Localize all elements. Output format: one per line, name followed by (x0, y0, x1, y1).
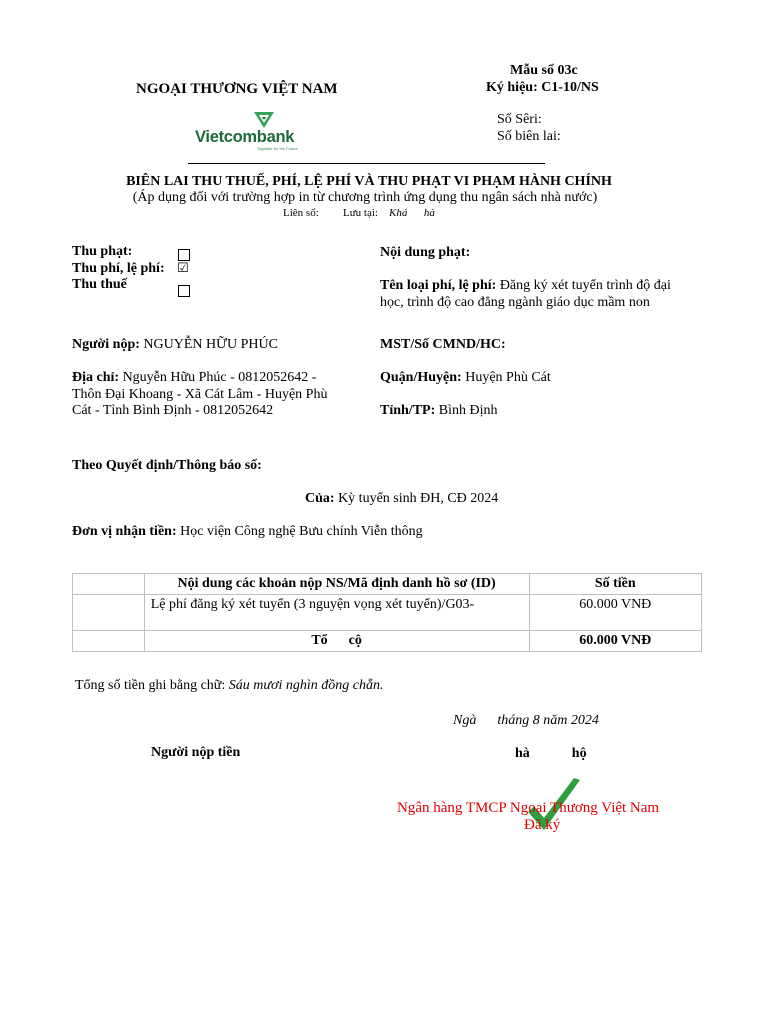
logo-tagline: Together for the Future (257, 146, 298, 151)
serial-label: Số Sêri: (497, 112, 542, 127)
fee-type-name-label: Tên loại phí, lệ phí: (380, 278, 497, 293)
amount-in-words-label: Tổng số tiền ghi bằng chữ: (75, 678, 226, 693)
payer-name-value: NGUYỄN HỮU PHÚC (139, 337, 278, 352)
address-line3: Cát - Tỉnh Bình Định - 0812052642 (72, 403, 274, 418)
bank-name: NGOẠI THƯƠNG VIỆT NAM (136, 81, 338, 97)
bank-signed-name: Ngân hàng TMCP Ngoại Thương Việt Nam (397, 800, 660, 816)
table-row (73, 595, 702, 631)
vietcombank-emblem-icon (252, 110, 276, 130)
header-divider (188, 163, 545, 164)
payer-signature-label: Người nộp tiền (151, 745, 241, 760)
decision-of-value: Kỳ tuyển sinh ĐH, CĐ 2024 (334, 491, 499, 506)
signing-date: Ngà tháng 8 năm 2024 (453, 713, 599, 728)
table-total-blank (73, 631, 145, 652)
tax-checkbox[interactable] (178, 285, 190, 297)
decision-of (305, 491, 498, 507)
collector-signature-label: hà hộ (515, 746, 587, 761)
address-line2: Thôn Đại Khoang - Xã Cát Lâm - Huyện Phù (72, 387, 328, 402)
form-number: Mẫu số 03c (510, 63, 578, 78)
receipt-title: BIÊN LAI THU THUẾ, PHÍ, LỆ PHÍ VÀ THU PHẠT VI PHẠM HÀNH CHÍNH (126, 174, 612, 189)
receiver-value: Học viện Công nghệ Bưu chính Viễn thông (176, 524, 423, 539)
stored-at-value: Khá hà (389, 207, 435, 219)
province-label: Tỉnh/TP: (380, 403, 436, 418)
table-header-blank (73, 574, 145, 595)
address-value-1: Nguyễn Hữu Phúc - 0812052642 - (119, 370, 317, 385)
table-total-row (73, 631, 702, 652)
province (380, 403, 497, 419)
fee-type-line1 (380, 278, 671, 294)
table-header-row (73, 574, 702, 595)
province-value: Bình Định (435, 403, 498, 418)
table-cell-amount: 60.000 VNĐ (529, 595, 701, 631)
receiver-label: Đơn vị nhận tiền: (72, 524, 177, 539)
payer-name-label: Người nộp: (72, 337, 140, 352)
fee-checkbox[interactable]: ☑ (177, 261, 189, 276)
fine-type-label: Thu phạt: (72, 244, 133, 259)
copy-number-label: Liên số: (283, 207, 319, 219)
fee-type-value: Đăng ký xét tuyển trình độ đại (496, 278, 671, 293)
table-cell-blank (73, 595, 145, 631)
table-header-content: Nội dung các khoản nộp NS/Mã định danh hồ sơ (ID) (144, 574, 529, 595)
receipt-subtitle: (Áp dụng đối với trường hợp in từ chương trình ứng dụng thu ngân sách nhà nước) (132, 190, 598, 205)
fee-table (72, 573, 702, 652)
fee-type-label: Thu phí, lệ phí: (72, 261, 165, 276)
address-line1 (72, 370, 316, 386)
amount-in-words (75, 678, 384, 694)
district-label: Quận/Huyện: (380, 370, 462, 385)
tax-type-label: Thu thuế (72, 277, 127, 292)
logo-text: Vietcombank (195, 128, 295, 146)
table-total-label: Tổ cộ (144, 631, 529, 652)
fine-checkbox[interactable] (178, 249, 190, 261)
amount-in-words-value: Sáu mươi nghìn đồng chẵn. (225, 678, 384, 693)
payer-name (72, 337, 278, 353)
address-label: Địa chỉ: (72, 370, 120, 385)
fee-type-line2: học, trình độ cao đẳng ngành giáo dục mầm non (380, 295, 650, 310)
signed-label: Đã ký (524, 817, 561, 833)
district-value: Huyện Phù Cát (461, 370, 551, 385)
table-total-amount: 60.000 VNĐ (529, 631, 701, 652)
table-header-amount: Số tiền (529, 574, 701, 595)
decision-of-label: Của: (305, 491, 335, 506)
fine-content-label: Nội dung phạt: (380, 245, 471, 260)
form-symbol: Ký hiệu: C1-10/NS (486, 80, 599, 95)
decision-label: Theo Quyết định/Thông báo số: (72, 458, 262, 473)
tax-id-label: MST/Số CMND/HC: (380, 337, 506, 352)
receiver (72, 524, 423, 540)
vietcombank-logo (195, 110, 310, 152)
stored-at-label: Lưu tại: (343, 207, 378, 219)
table-cell-content: Lệ phí đăng ký xét tuyển (3 nguyện vọng xét tuyển)/G03- (144, 595, 529, 631)
receipt-number-label: Số biên lai: (497, 129, 561, 144)
district (380, 370, 551, 386)
